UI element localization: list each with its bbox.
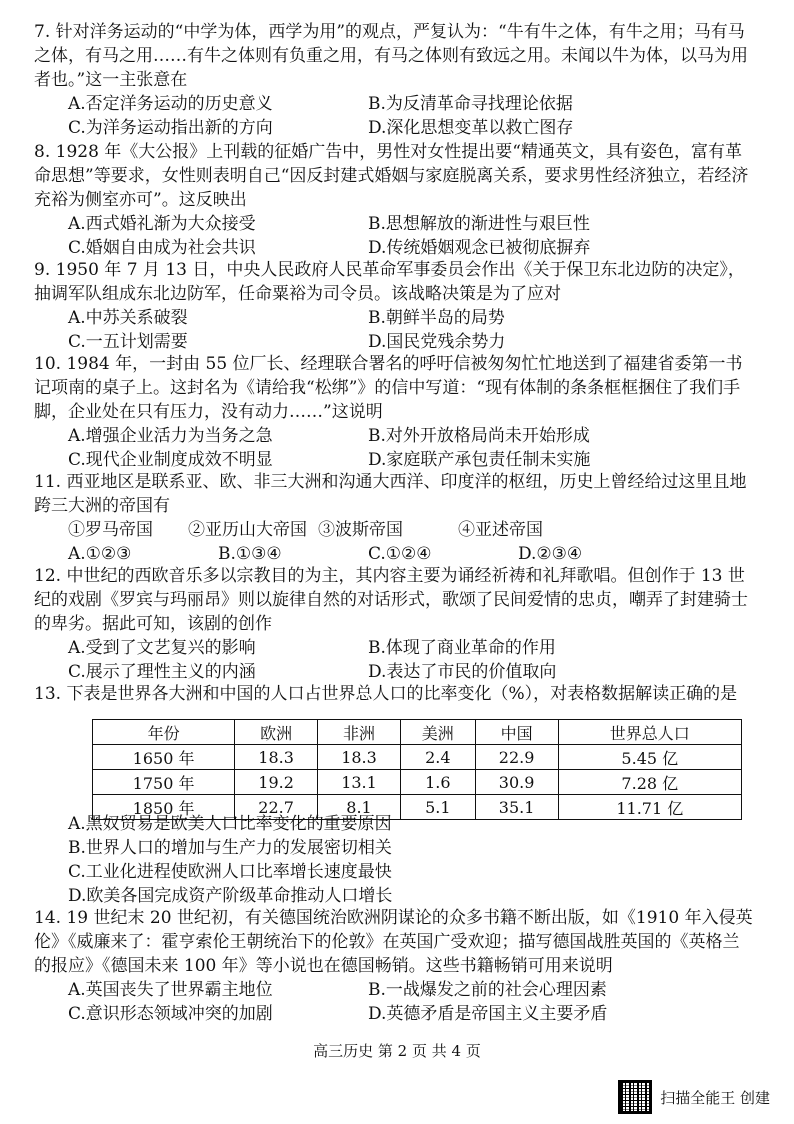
option-b[interactable]: B.①③④ bbox=[218, 544, 282, 564]
option-d[interactable]: D.英德矛盾是帝国主义主要矛盾 bbox=[368, 1004, 608, 1024]
option-d[interactable]: D.国民党残余势力 bbox=[368, 332, 506, 352]
option-d[interactable]: D.欧美各国完成资产阶级革命推动人口增长 bbox=[68, 886, 393, 906]
option-b[interactable]: B.世界人口的增加与生产力的发展密切相关 bbox=[68, 838, 392, 858]
question-13-options bbox=[34, 812, 754, 908]
table-cell: 5.45 亿 bbox=[558, 745, 741, 770]
question-10 bbox=[34, 352, 754, 472]
table-cell: 11.71 亿 bbox=[558, 795, 741, 820]
options bbox=[68, 978, 754, 1026]
column-header: 欧洲 bbox=[235, 720, 318, 745]
watermark-text: 扫描全能王 创建 bbox=[660, 1088, 770, 1107]
option-b[interactable]: B.思想解放的渐进性与艰巨性 bbox=[368, 214, 590, 234]
question-number: 11. bbox=[34, 472, 62, 492]
option-d[interactable]: D.表达了市民的价值取向 bbox=[368, 662, 557, 682]
question-13 bbox=[34, 682, 754, 706]
options bbox=[68, 92, 754, 140]
option-b[interactable]: B.一战爆发之前的社会心理因素 bbox=[368, 980, 607, 1000]
option-d[interactable]: D.传统婚姻观念已被彻底摒弃 bbox=[368, 238, 591, 258]
option-a[interactable]: A.增强企业活力为当务之急 bbox=[68, 426, 273, 446]
column-header: 中国 bbox=[475, 720, 558, 745]
table-cell: 7.28 亿 bbox=[558, 770, 741, 795]
question-12 bbox=[34, 564, 754, 684]
option-a[interactable]: A.中苏关系破裂 bbox=[68, 308, 188, 328]
option-c[interactable]: C.为洋务运动指出新的方向 bbox=[68, 118, 273, 138]
table-cell: 2.4 bbox=[400, 745, 475, 770]
option-c[interactable]: C.工业化进程使欧洲人口比率增长速度最快 bbox=[68, 862, 392, 882]
table-cell: 1750 年 bbox=[93, 770, 235, 795]
scanner-watermark bbox=[618, 1080, 770, 1114]
option-a[interactable]: A.黑奴贸易是欧美人口比率变化的重要原因 bbox=[68, 814, 392, 834]
table-row bbox=[93, 770, 742, 795]
question-14 bbox=[34, 906, 754, 1026]
table-header-row bbox=[93, 720, 742, 745]
option-c[interactable]: C.现代企业制度成效不明显 bbox=[68, 450, 273, 470]
option-d[interactable]: D.家庭联产承包责任制未实施 bbox=[368, 450, 591, 470]
table-row bbox=[93, 745, 742, 770]
table-cell: 30.9 bbox=[475, 770, 558, 795]
question-number: 7. bbox=[34, 22, 51, 42]
option-a[interactable]: A.否定洋务运动的历史意义 bbox=[68, 94, 273, 114]
question-number: 12. bbox=[34, 566, 62, 586]
question-stem: 针对洋务运动的“中学为体，西学为用”的观点，严复认为：“牛有牛之体，有牛之用；马有马之体，有马之用……有牛之体则有负重之用，有马之体则有致远之用。未闻以牛为体，以马为用者也。”这一主张意在 bbox=[34, 22, 748, 90]
column-header: 美洲 bbox=[400, 720, 475, 745]
table-cell: 13.1 bbox=[318, 770, 401, 795]
question-8 bbox=[34, 140, 754, 260]
question-7 bbox=[34, 20, 754, 140]
question-number: 13. bbox=[34, 684, 62, 704]
question-9 bbox=[34, 258, 754, 354]
table-cell: 8.1 bbox=[318, 795, 401, 820]
table-cell: 1650 年 bbox=[93, 745, 235, 770]
option-c[interactable]: C.展示了理性主义的内涵 bbox=[68, 662, 256, 682]
option-c[interactable]: C.婚姻自由成为社会共识 bbox=[68, 238, 256, 258]
option-c[interactable]: C.一五计划需要 bbox=[68, 332, 188, 352]
option-b[interactable]: B.体现了商业革命的作用 bbox=[368, 638, 556, 658]
statement-2: ②亚历山大帝国 bbox=[188, 520, 307, 540]
options bbox=[68, 424, 754, 472]
table-cell: 1.6 bbox=[400, 770, 475, 795]
option-a[interactable]: A.受到了文艺复兴的影响 bbox=[68, 638, 256, 658]
question-number: 8. bbox=[34, 142, 51, 162]
question-number: 10. bbox=[34, 354, 62, 374]
options bbox=[68, 212, 754, 260]
table-cell: 1850 年 bbox=[93, 795, 235, 820]
statement-3: ③波斯帝国 bbox=[318, 520, 403, 540]
options bbox=[68, 306, 754, 354]
table-cell: 18.3 bbox=[318, 745, 401, 770]
question-stem: 中世纪的西欧音乐多以宗教目的为主，其内容主要为诵经祈祷和礼拜歌唱。但创作于 13 世纪的戏剧《罗宾与玛丽昂》则以旋律自然的对话形式，歌颂了民间爱情的忠贞，嘲弄了封建骑士的卑劣。据此可知，该剧的创作 bbox=[34, 566, 748, 634]
question-number: 14. bbox=[34, 908, 62, 928]
table-cell: 35.1 bbox=[475, 795, 558, 820]
option-a[interactable]: A.英国丧失了世界霸主地位 bbox=[68, 980, 273, 1000]
population-table bbox=[92, 719, 742, 820]
column-header: 年份 bbox=[93, 720, 235, 745]
question-stem: 1984 年，一封由 55 位厂长、经理联合署名的呼吁信被匆匆忙忙地送到了福建省委第一书记项南的桌子上。这封名为《请给我“松绑”》的信中写道：“现有体制的条条框框捆住了我们手脚，企业处在只有压力，没有动力……”这说明 bbox=[34, 354, 743, 422]
option-b[interactable]: B.为反清革命寻找理论依据 bbox=[368, 94, 573, 114]
statement-4: ④亚述帝国 bbox=[458, 520, 543, 540]
column-header: 非洲 bbox=[318, 720, 401, 745]
options bbox=[68, 542, 754, 566]
question-11 bbox=[34, 470, 754, 566]
option-b[interactable]: B.朝鲜半岛的局势 bbox=[368, 308, 505, 328]
option-a[interactable]: A.①②③ bbox=[68, 544, 132, 564]
table-cell: 5.1 bbox=[400, 795, 475, 820]
question-stem: 下表是世界各大洲和中国的人口占世界总人口的比率变化（%），对表格数据解读正确的是 bbox=[66, 684, 738, 704]
table-cell: 19.2 bbox=[235, 770, 318, 795]
option-a[interactable]: A.西式婚礼渐为大众接受 bbox=[68, 214, 256, 234]
statement-list bbox=[68, 518, 754, 542]
option-c[interactable]: C.意识形态领域冲突的加剧 bbox=[68, 1004, 273, 1024]
question-number: 9. bbox=[34, 260, 51, 280]
options bbox=[68, 812, 754, 908]
question-stem: 1950 年 7 月 13 日，中央人民政府人民革命军事委员会作出《关于保卫东北边防的决定》，抽调军队组成东北边防军，任命粟裕为司令员。该战略决策是为了应对 bbox=[34, 260, 745, 304]
page-footer: 高三历史 第 2 页 共 4 页 bbox=[313, 1042, 481, 1060]
question-stem: 19 世纪末 20 世纪初，有关德国统治欧洲阴谋论的众多书籍不断出版，如《1910 年入侵英伦》《威廉来了：霍亨索伦王朝统治下的伦敦》在英国广受欢迎；描写德国战胜英国的《英格兰的报应》《德国未来 100 年》等小说也在德国畅销。这些书籍畅销可用来说明 bbox=[34, 908, 753, 976]
option-c[interactable]: C.①②④ bbox=[368, 544, 432, 564]
option-d[interactable]: D.②③④ bbox=[518, 544, 583, 564]
column-header: 世界总人口 bbox=[558, 720, 741, 745]
option-b[interactable]: B.对外开放格局尚未开始形成 bbox=[368, 426, 590, 446]
qr-code-icon bbox=[618, 1080, 652, 1114]
table-cell: 22.7 bbox=[235, 795, 318, 820]
table-cell: 22.9 bbox=[475, 745, 558, 770]
option-d[interactable]: D.深化思想变革以救亡图存 bbox=[368, 118, 574, 138]
statement-1: ①罗马帝国 bbox=[68, 520, 153, 540]
question-stem: 西亚地区是联系亚、欧、非三大洲和沟通大西洋、印度洋的枢纽，历史上曾经给过这里且地跨三大洲的帝国有 bbox=[34, 472, 747, 516]
question-stem: 1928 年《大公报》上刊载的征婚广告中，男性对女性提出要“精通英文，具有姿色，富有革命思想”等要求，女性则表明自己“因反封建式婚姻与家庭脱离关系，要求男性经济独立，若经济充裕为侧室亦可”。这反映出 bbox=[34, 142, 749, 210]
table-cell: 18.3 bbox=[235, 745, 318, 770]
options bbox=[68, 636, 754, 684]
